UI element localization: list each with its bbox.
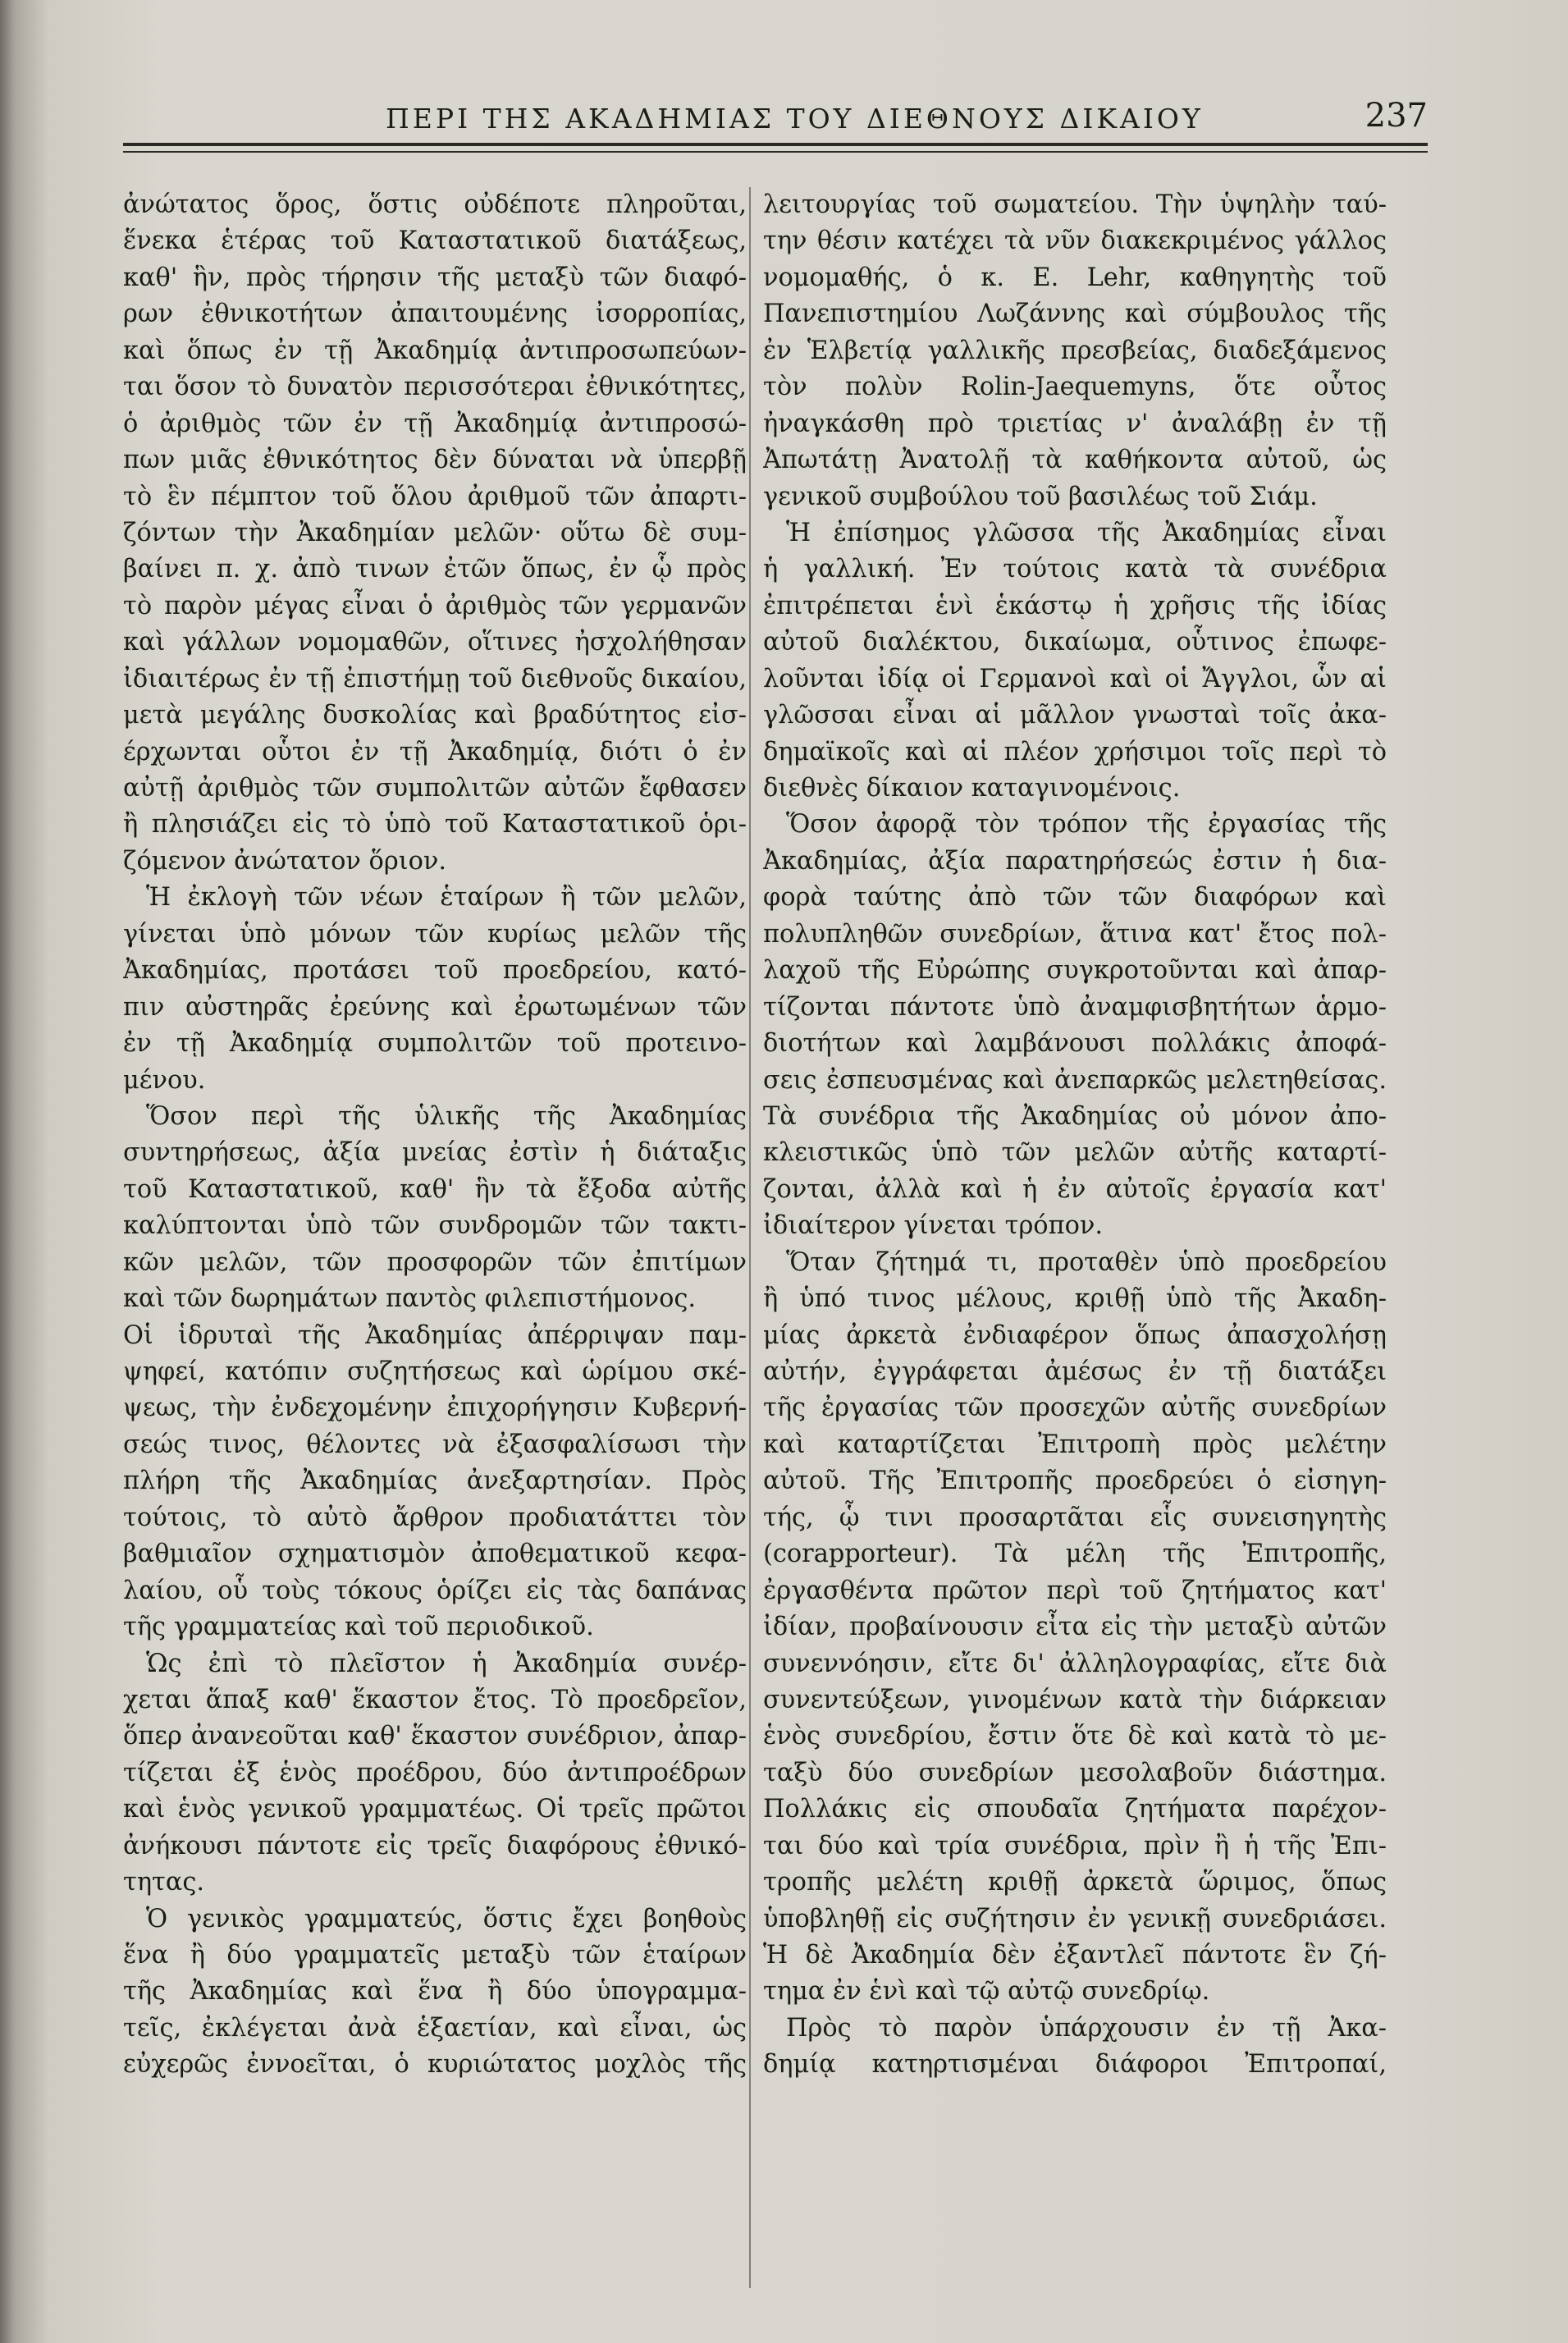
text-line: τίζονται πάντοτε ὑπὸ ἀναμφισβητήτων ἁρμο- [763,992,1387,1022]
text-line: συνεντεύξεων, γινομένων κατὰ τὴν διάρκειαν [763,1685,1387,1714]
text-line: τῆς ἐργασίας τῶν προσεχῶν αὐτῆς συνεδρίων [763,1393,1387,1423]
text-line: φορὰ ταύτης ἀπὸ τῶν τῶν διαφόρων καὶ [763,883,1387,913]
text-line: αὐτοῦ διαλέκτου, δικαίωμα, οὗτινος ἐπωφε- [763,628,1387,657]
text-line: πων μιᾶς ἐθνικότητος δὲν δύναται νὰ ὑπερβῇ [123,446,747,475]
text-line: δημαϊκοῖς καὶ αἱ πλέον χρήσιμοι τοῖς περὶ τὸ [763,737,1387,767]
text-line: ἀνώτατος ὅρος, ὅστις οὐδέποτε πληροῦται, [123,190,747,219]
text-line: ὑποβληθῇ εἰς συζήτησιν ἐν γενικῇ συνεδριάσει. [763,1904,1387,1933]
text-line: τοῦ Καταστατικοῦ, καθ' ἣν τὰ ἔξοδα αὐτῆς [123,1174,747,1204]
text-line: Ἀπωτάτῃ Ἀνατολῇ τὰ καθήκοντα αὐτοῦ, ὡς [763,446,1387,475]
text-line: τίζεται ἐξ ἑνὸς προέδρου, δύο ἀντιπροέδρων [123,1758,747,1787]
text-line: διοτήτων καὶ λαμβάνουσι πολλάκις ἀποφά- [763,1029,1387,1059]
text-line: ἑνὸς συνεδρίου, ἔστιν ὅτε δὲ καὶ κατὰ τὸ με- [763,1722,1387,1751]
text-line: ἀνήκουσι πάντοτε εἰς τρεῖς διαφόρους ἐθνικό- [123,1831,747,1860]
text-line: κλειστικῶς ὑπὸ τῶν μελῶν αὐτῆς καταρτί- [763,1138,1387,1168]
text-line: μίας ἀρκετὰ ἐνδιαφέρον ὅπως ἀπασχολήσῃ [763,1320,1387,1350]
text-line: Ἀκαδημίας, ἀξία παρατηρήσεώς ἐστιν ἡ δια- [763,846,1387,876]
column-divider [749,187,751,2288]
text-line: τής, ᾧ τινι προσαρτᾶται εἷς συνεισηγητὴς [763,1503,1387,1532]
text-line: χεται ἅπαξ καθ' ἕκαστον ἔτος. Τὸ προεδρεῖον, [123,1685,747,1714]
text-line: ρων ἐθνικοτήτων ἀπαιτουμένης ἰσορροπίας, [123,300,747,329]
text-line: πολυπληθῶν συνεδρίων, ἅτινα κατ' ἔτος πολ- [763,919,1387,949]
text-line: ταξὺ δύο συνεδρίων μεσολαβοῦν διάστημα. [763,1758,1387,1787]
text-line: ψηφεί, κατόπιν συζητήσεως καὶ ὡρίμου σκέ- [123,1357,747,1386]
running-title: ΠΕΡΙ ΤΗΣ ΑΚΑΔΗΜΙΑΣ ΤΟΥ ΔΙΕΘΝΟΥΣ ΔΙΚΑΙΟΥ [386,103,1204,135]
text-line: ὅπερ ἀνανεοῦται καθ' ἕκαστον συνέδριον, ἀπαρ- [123,1722,747,1751]
text-line: ζονται, ἀλλὰ καὶ ἡ ἐν αὐτοῖς ἐργασία κατ' [763,1174,1387,1204]
text-line: γίνεται ὑπὸ μόνων τῶν κυρίως μελῶν τῆς [123,919,747,949]
text-line: Πολλάκις εἰς σπουδαῖα ζητήματα παρέχον- [763,1795,1387,1824]
text-line: ἐργασθέντα πρῶτον περὶ τοῦ ζητήματος κατ' [763,1576,1387,1605]
text-line: ἢ ὑπό τινος μέλους, κριθῇ ὑπὸ τῆς Ἀκαδη- [763,1284,1387,1314]
text-line: (corapporteur). Τὰ μέλη τῆς Ἐπιτροπῆς, [763,1540,1387,1569]
text-line: γενικοῦ συμβούλου τοῦ βασιλέως τοῦ Σιάμ. [763,482,1318,511]
text-line: τὸ ἓν πέμπτον τοῦ ὅλου ἀριθμοῦ τῶν ἀπαρτι- [123,482,747,511]
text-line: Ἡ ἐπίσημος γλῶσσα τῆς Ἀκαδημίας εἶναι [786,518,1387,547]
text-line: σεώς τινος, θέλοντες νὰ ἐξασφαλίσωσι τὴν [123,1430,747,1459]
text-line: βαίνει π. χ. ἀπὸ τινων ἐτῶν ὅπως, ἐν ᾧ πρὸς [123,555,747,584]
text-line: καὶ τῶν δωρημάτων παντὸς φιλεπιστήμονος. [123,1284,697,1314]
text-line: καθ' ἣν, πρὸς τήρησιν τῆς μεταξὺ τῶν διαφό- [123,263,747,292]
text-line: Ὅταν ζήτημά τι, προταθὲν ὑπὸ προεδρείου [786,1247,1387,1277]
text-line: καὶ γάλλων νομομαθῶν, οἵτινες ἠσχολήθησαν [123,628,747,657]
text-line: Ὅσον περὶ τῆς ὑλικῆς τῆς Ἀκαδημίας [146,1101,747,1131]
right-text-column [763,187,1387,2084]
text-line: συνεννόησιν, εἴτε δι' ἀλληλογραφίας, εἴτε διὰ [763,1649,1387,1678]
text-line: τροπῆς μελέτη κριθῇ ἀρκετὰ ὥριμος, ὅπως [763,1868,1387,1897]
text-line: ἕνεκα ἑτέρας τοῦ Καταστατικοῦ διατάξεως, [123,227,747,256]
text-line: πλήρη τῆς Ἀκαδημίας ἀνεξαρτησίαν. Πρὸς [123,1467,747,1496]
text-line: σεις ἐσπευσμένας καὶ ἀνεπαρκῶς μελετηθείσας. [763,1065,1387,1095]
text-line: κῶν μελῶν, τῶν προσφορῶν τῶν ἐπιτίμων [123,1247,747,1277]
text-line: μετὰ μεγάλης δυσκολίας καὶ βραδύτητος εἰσ- [123,701,747,730]
text-line: λοῦνται ἰδίᾳ οἱ Γερμανοὶ καὶ οἱ Ἄγγλοι, ὧν αἱ [763,664,1387,693]
text-line: ζόμενον ἀνώτατον ὅριον. [123,846,447,876]
text-line: Ὡς ἐπὶ τὸ πλεῖστον ἡ Ἀκαδημία συνέρ- [146,1649,747,1678]
text-line: έρχωνται οὗτοι ἐν τῇ Ἀκαδημίᾳ, διότι ὁ ἐν [123,737,747,767]
text-line: τῆς γραμματείας καὶ τοῦ περιοδικοῦ. [123,1613,594,1642]
text-line: ζόντων τὴν Ἀκαδημίαν μελῶν· οὕτω δὲ συμ- [123,518,747,547]
text-line: ἐν Ἑλβετίᾳ γαλλικῆς πρεσβείας, διαδεξάμενος [763,336,1387,365]
text-line: ἡ γαλλική. Ἐν τούτοις κατὰ τὰ συνέδρια [763,555,1387,584]
header-rule-thin [123,151,1428,153]
text-line: Ἡ δὲ Ἀκαδημία δὲν ἐξαντλεῖ πάντοτε ἓν ζή- [763,1941,1387,1970]
text-line: αὐτοῦ. Τῆς Ἐπιτροπῆς προεδρεύει ὁ εἰσηγη- [763,1467,1387,1496]
text-line: νομομαθής, ὁ κ. E. Lehr, καθηγητὴς τοῦ [763,263,1387,292]
text-line: ἕνα ἢ δύο γραμματεῖς μεταξὺ τῶν ἑταίρων [123,1941,747,1970]
text-line: ὁ ἀριθμὸς τῶν ἐν τῇ Ἀκαδημίᾳ ἀντιπροσώ- [123,409,747,438]
page-number: 237 [1365,97,1428,135]
page-header [361,85,1428,135]
text-line: τητας. [123,1868,205,1897]
text-line: ἠναγκάσθη πρὸ τριετίας ν' ἀναλάβῃ ἐν τῇ [763,409,1387,438]
text-line: ἰδίαν, προβαίνουσιν εἶτα εἰς τὴν μεταξὺ αὐτῶν [763,1613,1387,1642]
text-line: τημα ἐν ἑνὶ καὶ τῷ αὐτῷ συνεδρίῳ. [763,1977,1210,2007]
text-line: τῆς Ἀκαδημίας καὶ ἕνα ἢ δύο ὑπογραμμα- [123,1977,747,2007]
text-line: εὐχερῶς ἐννοεῖται, ὁ κυριώτατος μοχλὸς τῆς [123,2050,747,2080]
text-line: την θέσιν κατέχει τὰ νῦν διακεκριμένος γάλλος [763,227,1387,256]
text-line: τούτοις, τὸ αὐτὸ ἄρθρον προδιατάττει τὸν [123,1503,747,1532]
text-line: καὶ ὅπως ἐν τῇ Ἀκαδημίᾳ ἀντιπροσωπεύων- [123,336,747,365]
text-line: ψεως, τὴν ἐνδεχομένην ἐπιχορήγησιν Κυβερνή- [123,1393,747,1423]
text-line: ἐπιτρέπεται ἑνὶ ἑκάστῳ ἡ χρῆσις τῆς ἰδίας [763,591,1387,620]
text-line: τὸν πολὺν Rolin-Jaequemyns, ὅτε οὗτος [763,373,1387,402]
text-line: Πανεπιστημίου Λωζάννης καὶ σύμβουλος τῆς [763,300,1387,329]
text-line: ται δύο καὶ τρία συνέδρια, πρὶν ἢ ἡ τῆς Ἐπι- [763,1831,1387,1860]
text-line: συντηρήσεως, ἀξία μνείας ἐστὶν ἡ διάταξις [123,1138,747,1168]
text-line: ἐν τῇ Ἀκαδημίᾳ συμπολιτῶν τοῦ προτεινο- [123,1029,747,1059]
text-line: λειτουργίας τοῦ σωματείου. Τὴν ὑψηλὴν ταύ- [763,190,1387,219]
text-line: Πρὸς τὸ παρὸν ὑπάρχουσιν ἐν τῇ Ἀκα- [786,2013,1387,2043]
text-line: μένου. [123,1065,206,1095]
text-line: λαχοῦ τῆς Εὐρώπης συγκροτοῦνται καὶ ἀπαρ- [763,956,1387,986]
text-line: καλύπτονται ὑπὸ τῶν συνδρομῶν τῶν τακτι- [123,1211,747,1241]
text-line: Ὁ γενικὸς γραμματεύς, ὅστις ἔχει βοηθοὺς [146,1904,747,1933]
text-line: δημίᾳ κατηρτισμέναι διάφοροι Ἐπιτροπαί, [763,2050,1387,2080]
text-line: διεθνὲς δίκαιον καταγινομένοις. [763,774,1181,803]
text-line: λαίου, οὗ τοὺς τόκους ὁρίζει εἰς τὰς δαπάνας [123,1576,747,1605]
text-line: Ὅσον ἀφορᾷ τὸν τρόπον τῆς ἐργασίας τῆς [786,810,1387,840]
text-line: καὶ ἑνὸς γενικοῦ γραμματέως. Οἱ τρεῖς πρῶτοι [123,1795,747,1824]
text-line: Τὰ συνέδρια τῆς Ἀκαδημίας οὐ μόνον ἀπο- [763,1101,1387,1131]
text-line: βαθμιαῖον σχηματισμὸν ἀποθεματικοῦ κεφα- [123,1540,747,1569]
text-line: τὸ παρὸν μέγας εἶναι ὁ ἀριθμὸς τῶν γερμανῶν [123,591,747,620]
text-line: τεῖς, ἐκλέγεται ἀνὰ ἑξαετίαν, καὶ εἶναι, ὡς [123,2013,747,2043]
text-line: αὐτήν, ἐγγράφεται ἀμέσως ἐν τῇ διατάξει [763,1357,1387,1386]
text-line: πιν αὐστηρᾶς ἐρεύνης καὶ ἐρωτωμένων τῶν [123,992,747,1022]
text-line: Ἀκαδημίας, προτάσει τοῦ προεδρείου, κατό- [123,956,747,986]
left-text-column [123,187,747,2084]
text-line: αὐτῇ ἀριθμὸς τῶν συμπολιτῶν αὐτῶν ἔφθασεν [123,774,747,803]
text-line: Οἱ ἱδρυταὶ τῆς Ἀκαδημίας ἀπέρριψαν παμ- [123,1320,747,1350]
text-line: καὶ καταρτίζεται Ἐπιτροπὴ πρὸς μελέτην [763,1430,1387,1459]
text-line: ἰδιαιτέρως ἐν τῇ ἐπιστήμῃ τοῦ διεθνοῦς δικαίου, [123,664,747,693]
text-line: ἰδιαίτερον γίνεται τρόπον. [763,1211,1104,1241]
text-line: Ἡ ἐκλογὴ τῶν νέων ἑταίρων ἢ τῶν μελῶν, [146,883,747,913]
text-line: γλῶσσαι εἶναι αἱ μᾶλλον γνωσταὶ τοῖς ἀκα- [763,701,1387,730]
text-line: ται ὅσον τὸ δυνατὸν περισσότεραι ἐθνικότητες, [123,373,747,402]
header-rule-thick [123,143,1428,146]
text-line: ἢ πλησιάζει εἰς τὸ ὑπὸ τοῦ Καταστατικοῦ ὁρι- [123,810,747,840]
